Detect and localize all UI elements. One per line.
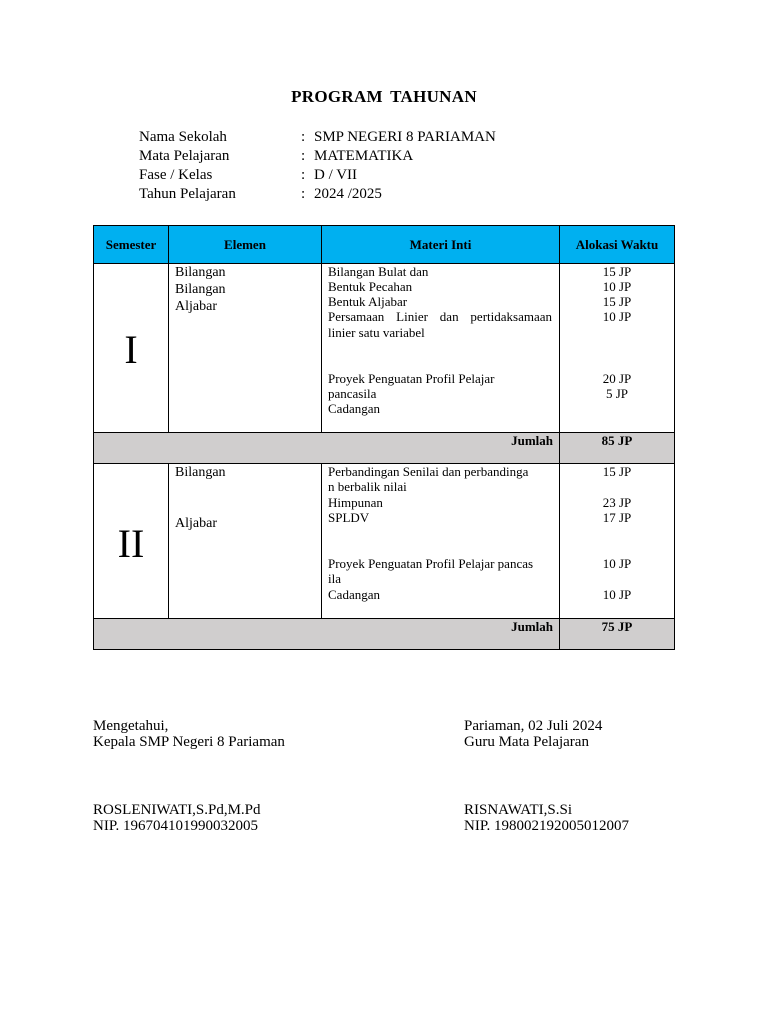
- alokasi-item: 10 JP: [602, 587, 632, 602]
- jumlah-value: 85 JP: [601, 433, 633, 448]
- materi-item: Proyek Penguatan Profil Pelajar: [328, 371, 495, 386]
- materi-item: Cadangan: [328, 401, 380, 416]
- materi-item: Bentuk Pecahan: [328, 279, 413, 294]
- semester-1-number: I: [124, 327, 138, 372]
- materi-item: Proyek Penguatan Profil Pelajar pancas: [328, 556, 534, 571]
- alokasi-item: 17 JP: [602, 510, 632, 525]
- materi-item: Bentuk Aljabar: [328, 294, 408, 309]
- alokasi-item: 5 JP: [605, 386, 629, 401]
- semester-1-elemen-cell: [168, 263, 322, 433]
- jumlah-value: 75 JP: [601, 619, 633, 634]
- alokasi-item: 20 JP: [602, 371, 632, 386]
- materi-item: Cadangan: [328, 587, 380, 602]
- signature-left-line2: Kepala SMP Negeri 8 Pariaman: [93, 734, 285, 750]
- header-semester: Semester: [93, 225, 169, 264]
- signature-right-line1: Pariaman, 02 Juli 2024: [464, 718, 603, 734]
- document-title: PROGRAM TAHUNAN: [291, 87, 477, 106]
- header-alokasi-waktu: Alokasi Waktu: [559, 225, 675, 264]
- signature-right-name: RISNAWATI,S.Si: [464, 802, 572, 818]
- semester-2-materi-cell: [321, 463, 560, 619]
- info-label: Mata Pelajaran: [139, 148, 230, 164]
- info-label: Fase / Kelas: [139, 167, 213, 183]
- materi-item: linier satu variabel: [328, 325, 425, 340]
- semester-1-jumlah-value-cell: [559, 432, 675, 464]
- materi-item: pancasila: [328, 386, 377, 401]
- materi-item: n berbalik nilai: [328, 479, 407, 494]
- semester-2-jumlah-value-cell: [559, 618, 675, 650]
- info-value: D / VII: [314, 167, 358, 183]
- alokasi-item: 15 JP: [602, 464, 632, 479]
- materi-item: SPLDV: [328, 510, 370, 525]
- semester-1-materi-cell: [321, 263, 560, 433]
- materi-item: Perbandingan Senilai dan perbandinga: [328, 464, 529, 479]
- info-colon: :: [301, 186, 306, 202]
- materi-item: Bilangan Bulat dan: [328, 264, 429, 279]
- elemen-item: Bilangan: [175, 282, 226, 297]
- signature-left-line1: Mengetahui,: [93, 718, 169, 734]
- materi-item: ila: [328, 571, 341, 586]
- materi-item: Persamaan Linier dan pertidaksamaan: [328, 309, 552, 324]
- elemen-item: Aljabar: [175, 516, 217, 531]
- semester-2-cell: [93, 463, 169, 619]
- semester-2-elemen-cell: [168, 463, 322, 619]
- signature-left-nip: NIP. 196704101990032005: [93, 818, 259, 834]
- semester-2-jumlah-label-cell: [93, 618, 560, 650]
- signature-right-nip: NIP. 198002192005012007: [464, 818, 630, 834]
- alokasi-item: 23 JP: [602, 495, 632, 510]
- materi-item: Himpunan: [328, 495, 383, 510]
- semester-2-number: II: [117, 521, 145, 566]
- header-elemen: Elemen: [168, 225, 322, 264]
- semester-1-alokasi-cell: [559, 263, 675, 433]
- info-label: Tahun Pelajaran: [139, 186, 236, 202]
- info-colon: :: [301, 167, 306, 183]
- signature-right-line2: Guru Mata Pelajaran: [464, 734, 589, 750]
- signature-left-name: ROSLENIWATI,S.Pd,M.Pd: [93, 802, 261, 818]
- alokasi-item: 10 JP: [602, 556, 632, 571]
- jumlah-label: Jumlah: [511, 433, 553, 448]
- info-colon: :: [301, 148, 306, 164]
- semester-2-alokasi-cell: [559, 463, 675, 619]
- alokasi-item: 15 JP: [602, 264, 632, 279]
- info-value: 2024 /2025: [314, 186, 382, 202]
- elemen-item: Bilangan: [175, 265, 226, 280]
- elemen-item: Bilangan: [175, 465, 226, 480]
- alokasi-item: 10 JP: [602, 279, 632, 294]
- info-label: Nama Sekolah: [139, 129, 227, 145]
- semester-1-jumlah-label-cell: [93, 432, 560, 464]
- info-value: MATEMATIKA: [314, 148, 414, 164]
- semester-1-cell: [93, 263, 169, 433]
- elemen-item: Aljabar: [175, 299, 217, 314]
- jumlah-label: Jumlah: [511, 619, 553, 634]
- info-value: SMP NEGERI 8 PARIAMAN: [314, 129, 496, 145]
- header-materi-inti: Materi Inti: [321, 225, 560, 264]
- alokasi-item: 15 JP: [602, 294, 632, 309]
- info-colon: :: [301, 129, 306, 145]
- alokasi-item: 10 JP: [602, 309, 632, 324]
